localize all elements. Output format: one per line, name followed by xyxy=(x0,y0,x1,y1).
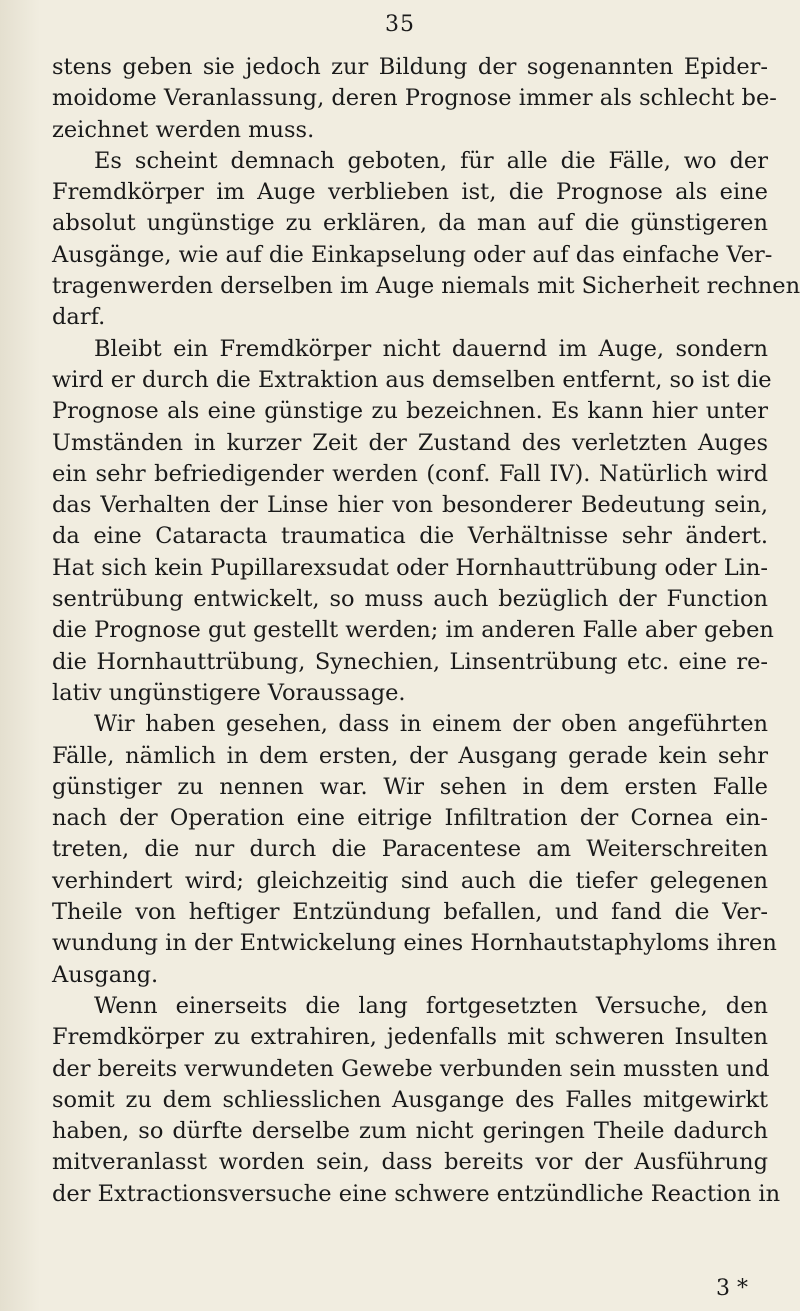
text-line: Bleibt ein Fremdkörper nicht dauernd im Auge, sondern xyxy=(94,335,768,362)
paragraph-5 xyxy=(52,991,781,1210)
paragraph-4 xyxy=(52,709,777,991)
text-line: mitveranlasst worden sein, dass bereits vor der Ausführung xyxy=(52,1149,768,1176)
text-line: haben, so dürfte derselbe zum nicht geringen Theile dadurch xyxy=(52,1118,768,1145)
text-line: Wir haben gesehen, dass in einem der oben angeführten xyxy=(94,711,768,738)
text-line: der Extractionsversuche eine schwere entzündliche Reaction in xyxy=(52,1180,781,1207)
text-line: Theile von heftiger Entzündung befallen, und fand die Ver- xyxy=(52,899,768,926)
text-line: Hat sich kein Pupillarexsudat oder Hornhauttrübung oder Lin- xyxy=(52,554,768,581)
text-line: da eine Cataracta traumatica die Verhältnisse sehr ändert. xyxy=(52,523,768,550)
text-line: treten, die nur durch die Paracentese am Weiterschreiten xyxy=(52,836,768,863)
text-line: die Prognose gut gestellt werden; im anderen Falle aber geben xyxy=(52,617,774,644)
text-line: Ausgänge, wie auf die Einkapselung oder auf das einfache Ver- xyxy=(52,241,773,268)
text-line: Fremdkörper zu extrahiren, jedenfalls mit schweren Insulten xyxy=(52,1024,768,1051)
text-line: darf. xyxy=(52,304,106,331)
text-line: Wenn einerseits die lang fortgesetzten Versuche, den xyxy=(94,992,768,1019)
text-line: das Verhalten der Linse hier von besonderer Bedeutung sein, xyxy=(52,492,768,519)
text-line: nach der Operation eine eitrige Infiltration der Cornea ein- xyxy=(52,805,768,832)
text-line: sentrübung entwickelt, so muss auch bezüglich der Function xyxy=(52,586,768,613)
text-line: günstiger zu nennen war. Wir sehen in dem ersten Falle xyxy=(52,773,768,800)
text-line: Fremdkörper im Auge verblieben ist, die Prognose als eine xyxy=(52,179,768,206)
page-number: 35 xyxy=(385,12,415,37)
text-line: Umständen in kurzer Zeit der Zustand des verletzten Auges xyxy=(52,429,768,456)
page-edge-shadow xyxy=(0,0,40,1311)
text-line: verhindert wird; gleichzeitig sind auch die tiefer gelegenen xyxy=(52,867,768,894)
text-line: Es scheint demnach geboten, für alle die Fälle, wo der xyxy=(94,147,768,174)
text-line: Ausgang. xyxy=(52,961,159,988)
text-line: der bereits verwundeten Gewebe verbunden sein mussten und xyxy=(52,1055,770,1082)
paragraph-2 xyxy=(52,146,800,334)
signature-mark: 3 * xyxy=(716,1276,748,1301)
text-line: Prognose als eine günstige zu bezeichnen. Es kann hier unter xyxy=(52,398,768,425)
paragraph-3 xyxy=(52,334,774,710)
text-line: lativ ungünstigere Voraussage. xyxy=(52,679,406,706)
text-line: stens geben sie jedoch zur Bildung der sogenannten Epider- xyxy=(52,54,768,80)
text-line: absolut ungünstige zu erklären, da man auf die günstigeren xyxy=(52,210,768,237)
text-line: moidome Veranlassung, deren Prognose immer als schlecht be- xyxy=(52,85,777,112)
text-line: wundung in der Entwickelung eines Hornhautstaphyloms ihren xyxy=(52,930,777,957)
text-line: ein sehr befriedigender werden (conf. Fall IV). Natürlich wird xyxy=(52,460,768,487)
body-text xyxy=(52,52,800,1210)
text-line: zeichnet werden muss. xyxy=(52,116,315,143)
text-line: die Hornhauttrübung, Synechien, Linsentrübung etc. eine re- xyxy=(52,648,768,675)
text-line: Fälle, nämlich in dem ersten, der Ausgang gerade kein sehr xyxy=(52,742,768,769)
paragraph-1 xyxy=(52,52,777,146)
text-line: somit zu dem schliesslichen Ausgange des Falles mitgewirkt xyxy=(52,1086,768,1113)
text-line: tragenwerden derselben im Auge niemals mit Sicherheit rechnen xyxy=(52,273,800,300)
text-line: wird er durch die Extraktion aus demselben entfernt, so ist die xyxy=(52,366,772,393)
